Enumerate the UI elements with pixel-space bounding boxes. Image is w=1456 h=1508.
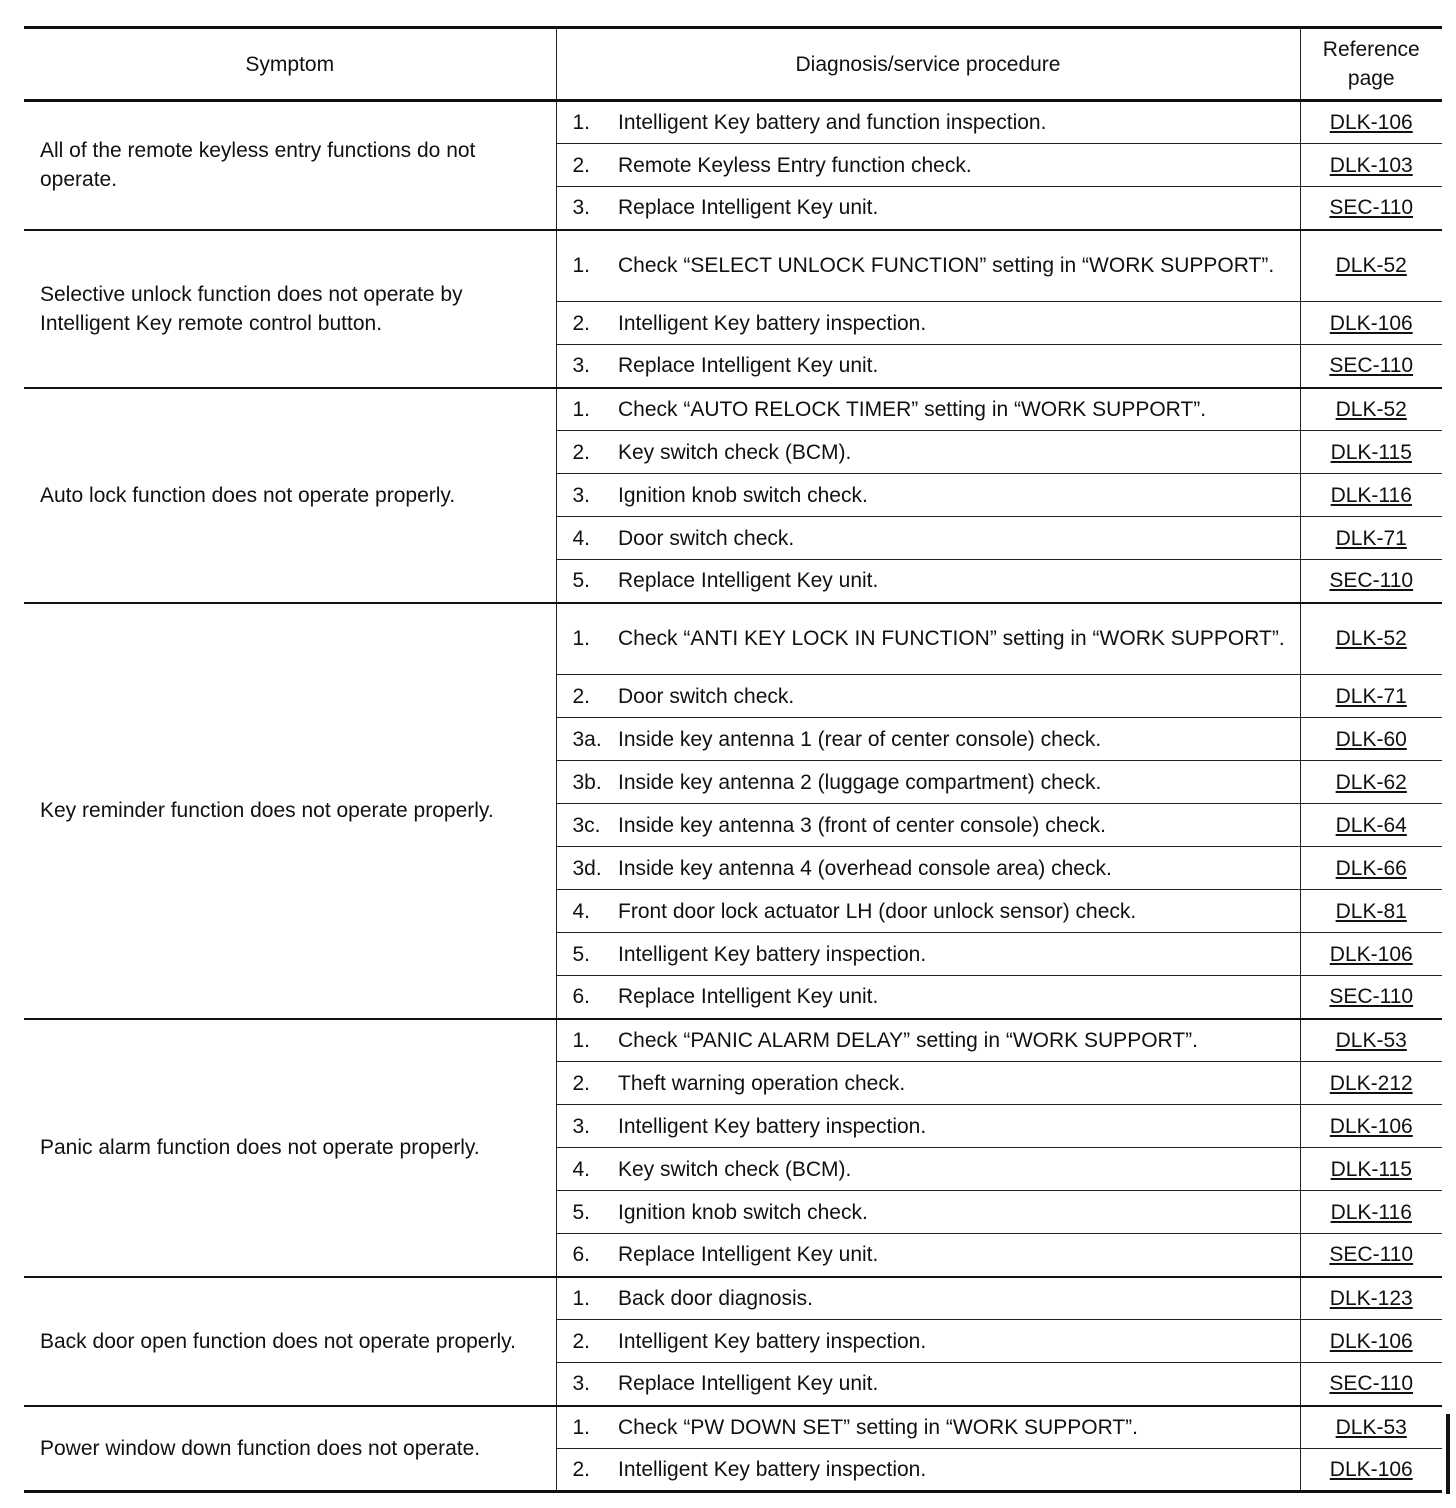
- reference-link[interactable]: DLK-106: [1329, 1458, 1413, 1481]
- reference-link[interactable]: DLK-81: [1335, 899, 1407, 923]
- step-number: 5.: [556, 1191, 618, 1234]
- reference-cell: [1300, 718, 1442, 761]
- reference-cell: [1300, 1191, 1442, 1234]
- reference-link[interactable]: SEC-110: [1329, 1372, 1414, 1396]
- table-body: [24, 101, 1442, 1492]
- procedure-text: Intelligent Key battery inspection.: [618, 1449, 1300, 1492]
- reference-link[interactable]: DLK-52: [1335, 254, 1407, 278]
- procedure-text: Replace Intelligent Key unit.: [618, 560, 1300, 603]
- header-reference: [1300, 28, 1442, 101]
- step-number: 2.: [556, 675, 618, 718]
- step-number: 6.: [556, 1234, 618, 1277]
- reference-cell: [1300, 1406, 1442, 1449]
- reference-link[interactable]: DLK-64: [1335, 813, 1407, 837]
- step-number: 3a.: [556, 718, 618, 761]
- reference-cell: [1300, 1277, 1442, 1320]
- reference-cell: [1300, 933, 1442, 976]
- reference-cell: [1300, 804, 1442, 847]
- procedure-text: Check “PANIC ALARM DELAY” setting in “WORK SUPPORT”.: [618, 1019, 1300, 1062]
- step-number: 3.: [556, 1105, 618, 1148]
- reference-link[interactable]: DLK-62: [1335, 770, 1407, 794]
- procedure-text: Check “PW DOWN SET” setting in “WORK SUPPORT”.: [618, 1406, 1300, 1449]
- procedure-text: Back door diagnosis.: [618, 1277, 1300, 1320]
- reference-cell: [1300, 976, 1442, 1019]
- step-number: 1.: [556, 603, 618, 675]
- symptom-cell: Panic alarm function does not operate properly.: [24, 1019, 556, 1277]
- procedure-text: Inside key antenna 2 (luggage compartment) check.: [618, 761, 1300, 804]
- step-number: 1.: [556, 388, 618, 431]
- step-number: 2.: [556, 144, 618, 187]
- reference-link[interactable]: SEC-110: [1329, 196, 1414, 220]
- reference-link[interactable]: DLK-106: [1329, 942, 1413, 966]
- procedure-text: Check “ANTI KEY LOCK IN FUNCTION” setting in “WORK SUPPORT”.: [618, 603, 1300, 675]
- reference-cell: [1300, 890, 1442, 933]
- step-number: 3.: [556, 187, 618, 230]
- procedure-text: Theft warning operation check.: [618, 1062, 1300, 1105]
- reference-link[interactable]: DLK-106: [1329, 1329, 1413, 1353]
- reference-link[interactable]: SEC-110: [1329, 354, 1414, 378]
- table-row: [24, 388, 1442, 431]
- table-row: [24, 1019, 1442, 1062]
- step-number: 3b.: [556, 761, 618, 804]
- reference-cell: [1300, 603, 1442, 675]
- reference-link[interactable]: DLK-212: [1329, 1071, 1413, 1095]
- step-number: 4.: [556, 517, 618, 560]
- header-reference-label: Reference page: [1322, 38, 1420, 90]
- reference-link[interactable]: DLK-116: [1330, 483, 1412, 507]
- reference-cell: [1300, 1105, 1442, 1148]
- step-number: 1.: [556, 1406, 618, 1449]
- step-number: 1.: [556, 230, 618, 302]
- reference-cell: [1300, 144, 1442, 187]
- reference-cell: [1300, 1019, 1442, 1062]
- reference-link[interactable]: DLK-71: [1335, 526, 1407, 550]
- reference-link[interactable]: DLK-103: [1329, 153, 1413, 177]
- symptom-cell: Back door open function does not operate properly.: [24, 1277, 556, 1406]
- reference-link[interactable]: DLK-53: [1335, 1415, 1407, 1439]
- reference-cell: [1300, 675, 1442, 718]
- header-symptom: Symptom: [24, 28, 556, 101]
- procedure-text: Ignition knob switch check.: [618, 1191, 1300, 1234]
- procedure-text: Door switch check.: [618, 675, 1300, 718]
- step-number: 1.: [556, 1277, 618, 1320]
- procedure-text: Key switch check (BCM).: [618, 1148, 1300, 1191]
- procedure-text: Intelligent Key battery inspection.: [618, 1105, 1300, 1148]
- table-row: [24, 230, 1442, 302]
- step-number: 3.: [556, 345, 618, 388]
- step-number: 3c.: [556, 804, 618, 847]
- step-number: 2.: [556, 1062, 618, 1105]
- reference-cell: [1300, 1363, 1442, 1406]
- reference-link[interactable]: DLK-115: [1330, 440, 1412, 464]
- table-row: [24, 603, 1442, 675]
- reference-cell: [1300, 1234, 1442, 1277]
- reference-cell: [1300, 517, 1442, 560]
- step-number: 6.: [556, 976, 618, 1019]
- reference-cell: [1300, 101, 1442, 144]
- procedure-text: Key switch check (BCM).: [618, 431, 1300, 474]
- reference-link[interactable]: SEC-110: [1329, 985, 1414, 1009]
- step-number: 2.: [556, 1320, 618, 1363]
- header-procedure: Diagnosis/service procedure: [556, 28, 1300, 101]
- reference-cell: [1300, 345, 1442, 388]
- reference-cell: [1300, 388, 1442, 431]
- reference-link[interactable]: DLK-66: [1335, 856, 1407, 880]
- reference-link[interactable]: DLK-52: [1335, 397, 1407, 421]
- procedure-text: Remote Keyless Entry function check.: [618, 144, 1300, 187]
- step-number: 1.: [556, 101, 618, 144]
- step-number: 3.: [556, 1363, 618, 1406]
- reference-link[interactable]: DLK-123: [1329, 1286, 1413, 1310]
- symptom-cell: Key reminder function does not operate properly.: [24, 603, 556, 1019]
- reference-link[interactable]: DLK-116: [1330, 1200, 1412, 1224]
- reference-link[interactable]: DLK-52: [1335, 627, 1407, 651]
- reference-cell: [1300, 230, 1442, 302]
- procedure-text: Inside key antenna 1 (rear of center console) check.: [618, 718, 1300, 761]
- diagnosis-table: [24, 26, 1442, 1493]
- reference-link[interactable]: DLK-106: [1329, 1114, 1413, 1138]
- reference-link[interactable]: SEC-110: [1329, 1243, 1414, 1267]
- step-number: 3.: [556, 474, 618, 517]
- reference-cell: [1300, 1449, 1442, 1492]
- procedure-text: Replace Intelligent Key unit.: [618, 1363, 1300, 1406]
- procedure-text: Replace Intelligent Key unit.: [618, 187, 1300, 230]
- page-edge-mark: [1446, 1414, 1450, 1494]
- procedure-text: Inside key antenna 3 (front of center console) check.: [618, 804, 1300, 847]
- procedure-text: Ignition knob switch check.: [618, 474, 1300, 517]
- reference-link[interactable]: DLK-71: [1335, 684, 1407, 708]
- step-number: 2.: [556, 1449, 618, 1492]
- symptom-cell: Power window down function does not operate.: [24, 1406, 556, 1492]
- table-row: [24, 1277, 1442, 1320]
- symptom-cell: All of the remote keyless entry functions do not operate.: [24, 101, 556, 230]
- step-number: 1.: [556, 1019, 618, 1062]
- reference-cell: [1300, 560, 1442, 603]
- procedure-text: Replace Intelligent Key unit.: [618, 345, 1300, 388]
- procedure-text: Inside key antenna 4 (overhead console area) check.: [618, 847, 1300, 890]
- reference-cell: [1300, 1062, 1442, 1105]
- reference-link[interactable]: SEC-110: [1329, 569, 1414, 593]
- procedure-text: Intelligent Key battery inspection.: [618, 302, 1300, 345]
- procedure-text: Intelligent Key battery and function inspection.: [618, 101, 1300, 144]
- step-number: 5.: [556, 933, 618, 976]
- reference-cell: [1300, 1320, 1442, 1363]
- symptom-cell: Auto lock function does not operate properly.: [24, 388, 556, 603]
- procedure-text: Replace Intelligent Key unit.: [618, 1234, 1300, 1277]
- reference-cell: [1300, 187, 1442, 230]
- reference-cell: [1300, 761, 1442, 804]
- reference-cell: [1300, 847, 1442, 890]
- table-row: [24, 101, 1442, 144]
- step-number: 2.: [556, 431, 618, 474]
- reference-link[interactable]: DLK-60: [1335, 727, 1407, 751]
- step-number: 3d.: [556, 847, 618, 890]
- procedure-text: Door switch check.: [618, 517, 1300, 560]
- step-number: 2.: [556, 302, 618, 345]
- procedure-text: Check “AUTO RELOCK TIMER” setting in “WORK SUPPORT”.: [618, 388, 1300, 431]
- reference-link[interactable]: DLK-106: [1329, 311, 1413, 335]
- table-row: [24, 1406, 1442, 1449]
- step-number: 5.: [556, 560, 618, 603]
- procedure-text: Replace Intelligent Key unit.: [618, 976, 1300, 1019]
- reference-link[interactable]: DLK-53: [1335, 1028, 1407, 1052]
- reference-cell: [1300, 1148, 1442, 1191]
- procedure-text: Intelligent Key battery inspection.: [618, 933, 1300, 976]
- symptom-cell: Selective unlock function does not operate by Intelligent Key remote control button.: [24, 230, 556, 388]
- step-number: 4.: [556, 1148, 618, 1191]
- reference-cell: [1300, 474, 1442, 517]
- procedure-text: Front door lock actuator LH (door unlock sensor) check.: [618, 890, 1300, 933]
- reference-cell: [1300, 302, 1442, 345]
- procedure-text: Check “SELECT UNLOCK FUNCTION” setting in “WORK SUPPORT”.: [618, 230, 1300, 302]
- header-row: [24, 28, 1442, 101]
- reference-link[interactable]: DLK-106: [1329, 111, 1413, 134]
- step-number: 4.: [556, 890, 618, 933]
- reference-link[interactable]: DLK-115: [1330, 1157, 1412, 1181]
- procedure-text: Intelligent Key battery inspection.: [618, 1320, 1300, 1363]
- reference-cell: [1300, 431, 1442, 474]
